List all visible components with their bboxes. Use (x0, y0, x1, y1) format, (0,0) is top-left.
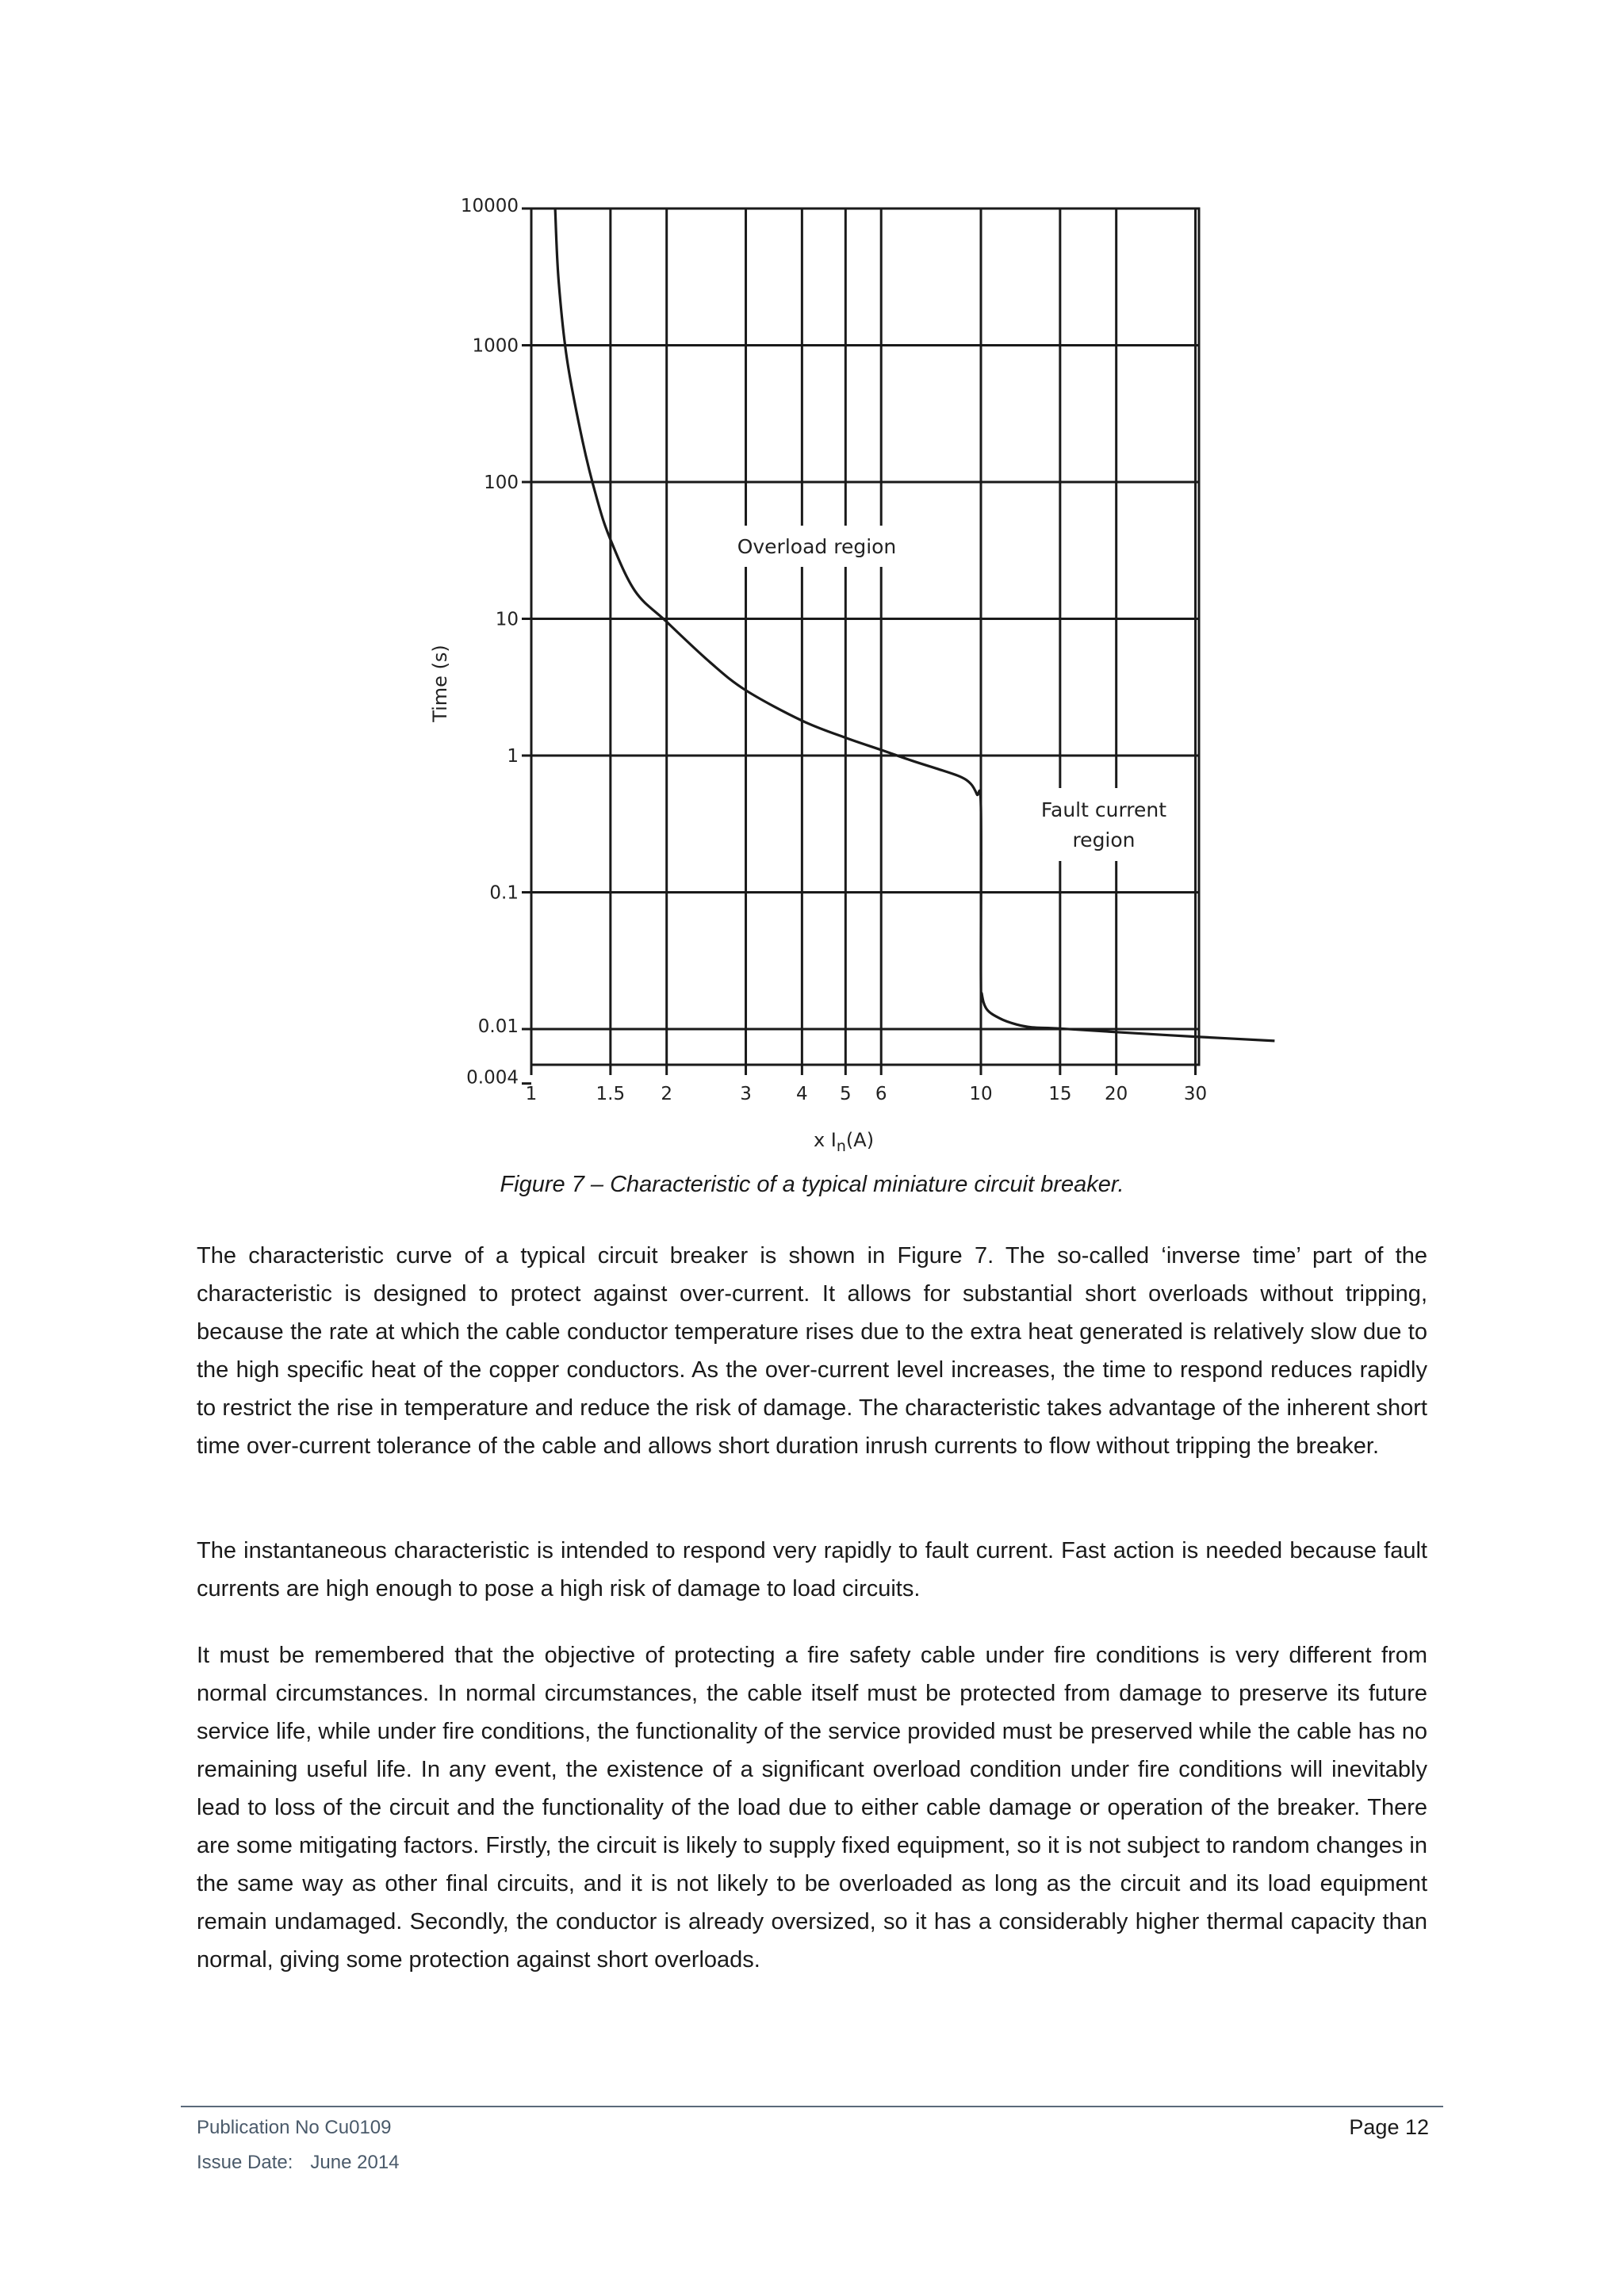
y-tick-label: 0.01 (477, 1016, 519, 1037)
x-tick-label: 10 (969, 1084, 993, 1104)
chart-annotations (726, 526, 1174, 861)
x-tick-label: 30 (1183, 1084, 1208, 1104)
y-axis-title: Time (s) (429, 645, 451, 722)
y-tick-label: 10 (495, 609, 519, 630)
y-tick-label: 0.004 (466, 1067, 519, 1089)
y-tick-label: 1000 (472, 335, 519, 357)
body-paragraph-2: The instantaneous characteristic is intended to respond very rapidly to fault current. Fast action is needed because fault currents are high enough to pose a high risk of damage to load circuits. (197, 1538, 1427, 1601)
publication-number: Publication No Cu0109 (197, 2117, 392, 2138)
x-tick-label: 3 (740, 1084, 752, 1104)
x-tick-label: 2 (661, 1084, 673, 1104)
body-paragraph-1: The characteristic curve of a typical circuit breaker is shown in Figure 7. The so-called ‘inverse time’ part of the characteristic is designed to protect against over-current. It allows for substantial short overloads without tripping, because the rate at which the cable conductor temperature rises due to the extra heat generated is relatively slow due to the high specific heat of the copper conductors. As the over-current level increases, the time to respond reduces rapidly to restrict the rise in temperature and reduce the risk of damage. The characteristic takes advantage of the inherent short time over-current tolerance of the cable and allows short duration inrush currents to flow without tripping the breaker. (197, 1243, 1427, 1459)
x-axis-title-subscript: n (836, 1138, 846, 1155)
issue-date (197, 2152, 400, 2174)
body-paragraph-3: It must be remembered that the objective of protecting a fire safety cable under fire conditions is very different from normal circumstances. In normal circumstances, the cable itself must be protected from damage to preserve its future service life, while under fire conditions, the functionality of the service provided must be preserved while the cable has no remaining useful life. In any event, the existence of a significant overload condition under fire conditions will inevitably lead to loss of the circuit and the functionality of the load due to either cable damage or operation of the breaker. There are some mitigating factors. Firstly, the circuit is likely to supply fixed equipment, so it is not subject to random changes in the same way as other final circuits, and it is not likely to be overloaded as long as the circuit and its load equipment remain undamaged. Secondly, the conductor is already oversized, so it has a considerably higher thermal capacity than normal, giving some protection against short overloads. (197, 1643, 1427, 1973)
x-tick-label: 15 (1048, 1084, 1072, 1104)
figure-caption: Figure 7 – Characteristic of a typical miniature circuit breaker. (500, 1172, 1124, 1197)
footer-divider (181, 2106, 1443, 2107)
x-tick-label: 5 (839, 1084, 852, 1104)
x-tick-label: 20 (1105, 1084, 1128, 1104)
y-tick-label: 10000 (460, 196, 519, 216)
issue-date-value: June 2014 (310, 2152, 400, 2173)
tick-labels (461, 196, 1207, 1104)
chart-curve (555, 209, 1274, 1041)
x-tick-label: 1.5 (596, 1084, 626, 1104)
x-axis-title-suffix: (A) (845, 1129, 875, 1151)
annotation-text: Overload region (737, 535, 897, 558)
annotation-text: Fault current (1040, 798, 1167, 821)
x-tick-label: 4 (796, 1084, 808, 1104)
x-axis-title-prefix: x I (813, 1129, 837, 1151)
x-axis-title (814, 1129, 874, 1155)
plot-frame (531, 209, 1199, 1065)
issue-date-label: Issue Date: (197, 2152, 293, 2173)
chart-frame (531, 209, 1199, 1065)
page-number: Page 12 (1349, 2115, 1429, 2139)
y-tick-label: 1 (507, 746, 519, 767)
trip-curve (555, 209, 1274, 1041)
y-tick-label: 0.1 (489, 882, 519, 904)
x-tick-label: 1 (525, 1084, 538, 1104)
x-tick-label: 6 (875, 1084, 887, 1104)
annotation-text: region (1072, 828, 1136, 851)
y-tick-label: 100 (484, 473, 519, 493)
chart-grid (522, 209, 1199, 1084)
